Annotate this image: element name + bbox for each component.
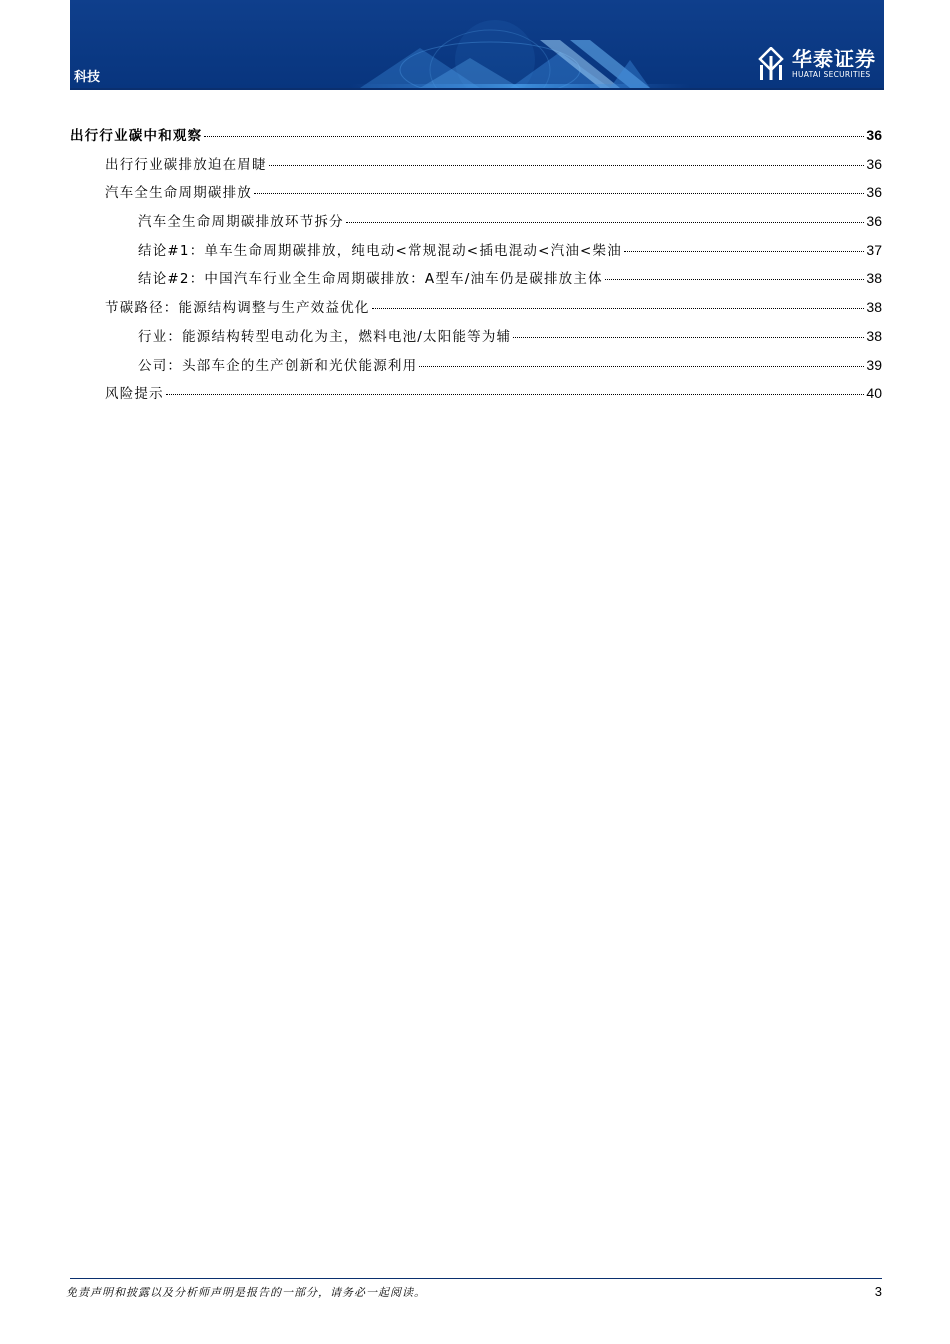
toc-entry-page: 38: [866, 270, 882, 287]
toc-entry[interactable]: [70, 124, 882, 153]
toc-entry-title: 汽车全生命周期碳排放环节拆分: [138, 214, 344, 231]
toc-entry-title: 行业：能源结构转型电动化为主，燃料电池/太阳能等为辅: [138, 328, 512, 345]
toc-dot-leader: [204, 136, 864, 137]
section-label: 科技: [74, 70, 101, 85]
toc-dot-leader: [346, 222, 865, 223]
toc-dot-leader: [166, 394, 865, 395]
toc-dot-leader: [605, 279, 865, 280]
toc-dot-leader: [372, 308, 865, 309]
toc-dot-leader: [254, 193, 864, 194]
toc-entry-page: 38: [866, 299, 882, 316]
toc-entry-title: 结论#2：中国汽车行业全生命周期碳排放：A型车/油车仍是碳排放主体: [138, 271, 603, 288]
toc-dot-leader: [624, 251, 864, 252]
header-divider: [70, 88, 884, 90]
toc-entry[interactable]: [70, 239, 882, 268]
toc-entry[interactable]: [70, 296, 882, 325]
toc-entry-page: 36: [866, 213, 882, 230]
toc-entry-title: 汽车全生命周期碳排放: [105, 185, 252, 202]
table-of-contents: [70, 124, 882, 411]
toc-entry-title: 风险提示: [105, 386, 164, 403]
toc-entry-title: 公司：头部车企的生产创新和光伏能源利用: [138, 357, 418, 374]
logo-english-name: HUATAI SECURITIES: [792, 70, 871, 79]
toc-entry-page: 36: [866, 184, 882, 201]
page-number: 3: [874, 1284, 882, 1299]
footer-disclaimer: 免责声明和披露以及分析师声明是报告的一部分，请务必一起阅读。: [66, 1286, 426, 1299]
toc-entry[interactable]: [70, 210, 882, 239]
toc-entry-page: 39: [866, 356, 882, 373]
toc-entry[interactable]: [70, 153, 882, 182]
toc-entry[interactable]: [70, 267, 882, 296]
toc-entry-page: 37: [866, 241, 882, 258]
toc-entry-title: 结论#1：单车生命周期碳排放，纯电动<常规混动<插电混动<汽油<柴油: [138, 242, 622, 259]
footer-divider: [70, 1278, 882, 1279]
page-header: [70, 0, 884, 88]
toc-entry[interactable]: [70, 325, 882, 354]
toc-entry[interactable]: [70, 382, 882, 411]
company-logo: [756, 46, 876, 82]
logo-chinese-name: 华泰证券: [792, 47, 876, 71]
toc-dot-leader: [513, 337, 864, 338]
toc-entry[interactable]: [70, 354, 882, 383]
toc-dot-leader: [419, 366, 864, 367]
toc-entry-title: 出行行业碳中和观察: [70, 128, 203, 144]
toc-entry-page: 36: [866, 155, 882, 172]
logo-mark-icon: [756, 47, 786, 81]
toc-entry-page: 38: [866, 327, 882, 344]
toc-entry-page: 40: [866, 385, 882, 402]
toc-entry[interactable]: [70, 181, 882, 210]
toc-entry-title: 节碳路径：能源结构调整与生产效益优化: [105, 300, 370, 317]
toc-dot-leader: [269, 165, 865, 166]
toc-entry-title: 出行行业碳排放迫在眉睫: [105, 156, 267, 173]
toc-entry-page: 36: [866, 127, 882, 143]
